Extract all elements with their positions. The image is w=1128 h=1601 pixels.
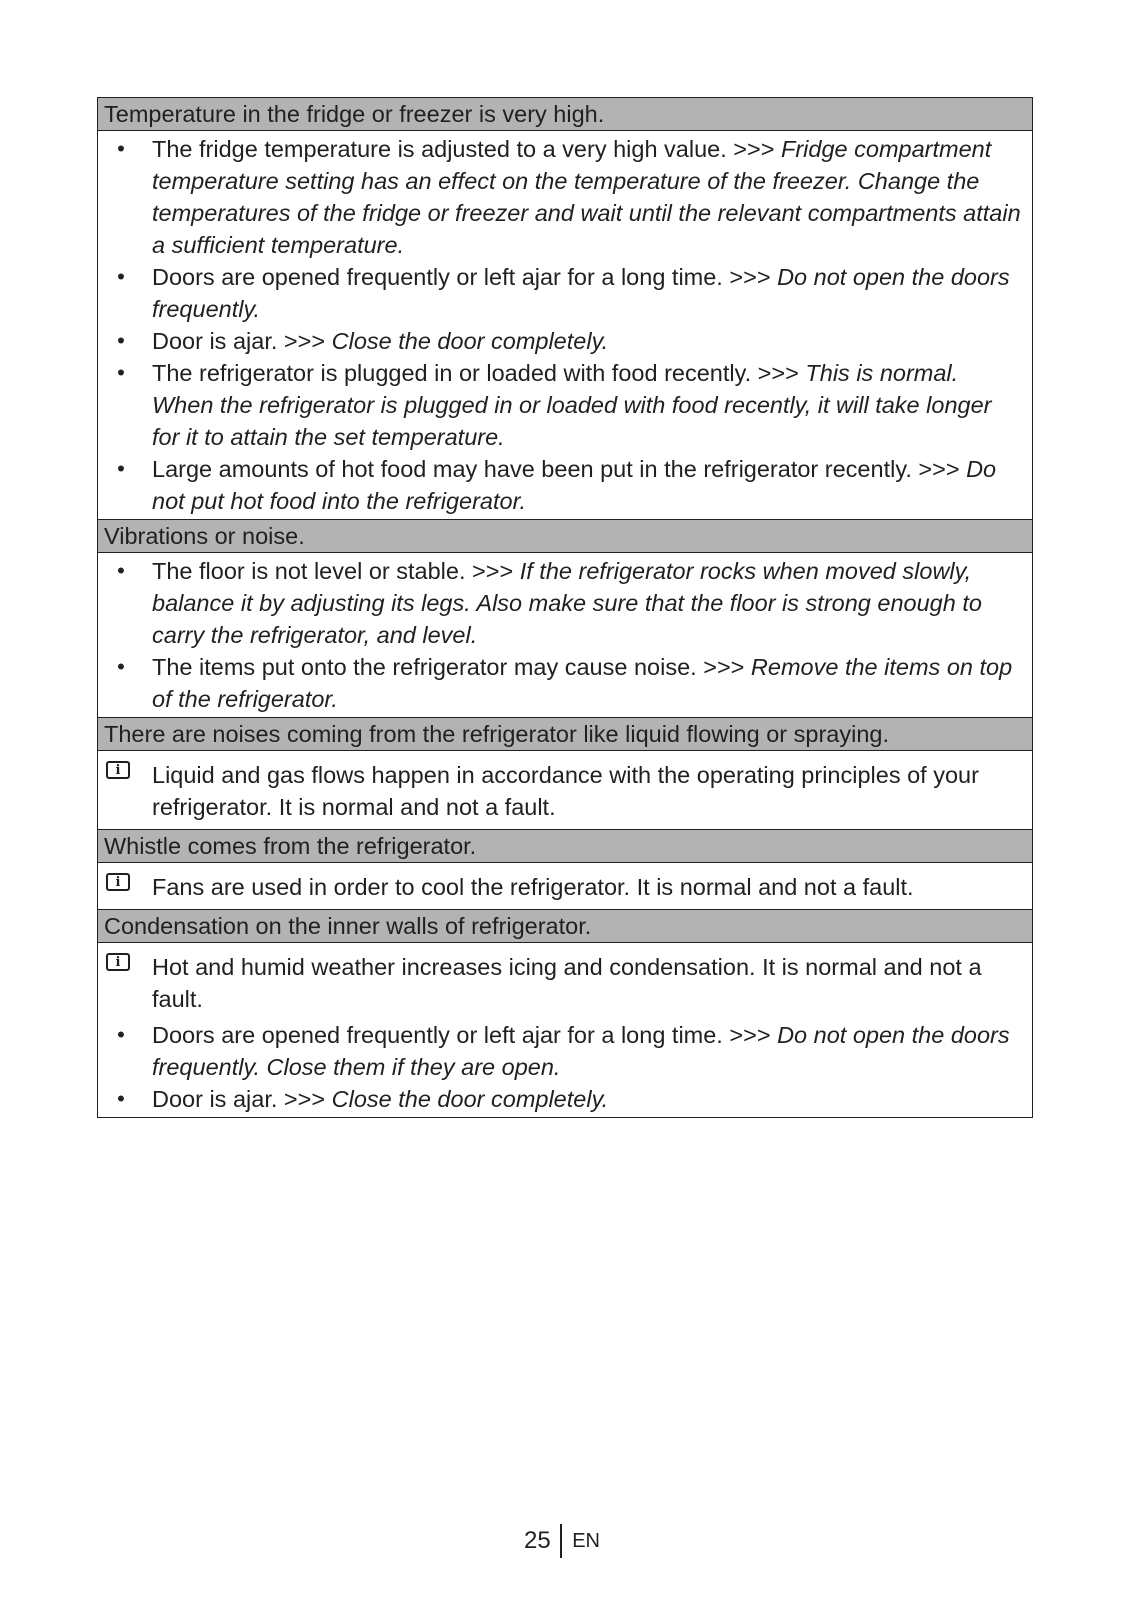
footer-divider [560,1524,563,1558]
cause-text: The fridge temperature is adjusted to a very high value. >>> [152,136,781,162]
note-text: Fans are used in order to cool the refrigerator. It is normal and not a fault. [152,874,914,900]
note-text: Hot and humid weather increases icing and condensation. It is normal and not a fault. [152,954,982,1012]
solution-text: Do not open the doors frequently. [152,264,1010,322]
section-body [98,131,1032,520]
solution-text: This is normal. When the refrigerator is plugged in or loaded with food recently, it will take longer for it to attain the set temperature. [152,360,992,450]
section-header: Condensation on the inner walls of refrigerator. [98,910,1032,943]
cause-text: The floor is not level or stable. >>> [152,558,520,584]
page-footer [524,1524,600,1558]
list-item [98,453,1032,517]
bullet-icon: • [117,264,125,289]
cause-text: Door is ajar. >>> [152,1086,332,1112]
section-body [98,751,1032,830]
cause-text: Doors are opened frequently or left ajar for a long time. >>> [152,1022,778,1048]
section-header: Temperature in the fridge or freezer is very high. [98,98,1032,131]
solution-text: Remove the items on top of the refrigerator. [152,654,1013,712]
solution-text: Close the door completely. [331,328,609,354]
cause-text: Large amounts of hot food may have been put in the refrigerator recently. >>> [152,456,967,482]
list-item [98,357,1032,453]
info-note [98,865,1032,907]
list-item [98,325,1032,357]
list-item [98,133,1032,261]
section-body [98,863,1032,910]
list-item [98,261,1032,325]
info-icon: i [106,761,130,779]
bullet-icon: • [117,136,125,161]
cause-text: The refrigerator is plugged in or loaded with food recently. >>> [152,360,806,386]
page-number: 25 [524,1527,551,1554]
list-item [98,1083,1032,1115]
solution-text: Do not put hot food into the refrigerator. [152,456,997,514]
section-header: There are noises coming from the refrigerator like liquid flowing or spraying. [98,718,1032,751]
solution-text: If the refrigerator rocks when moved slowly, balance it by adjusting its legs. Also make sure that the floor is strong enough to carry the refrigerator, and level. [152,558,982,648]
bullet-icon: • [117,1086,125,1111]
note-text: Liquid and gas flows happen in accordance with the operating principles of your refrigerator. It is normal and not a fault. [152,762,979,820]
bullet-icon: • [117,456,125,481]
bullet-icon: • [117,654,125,679]
info-note [98,945,1032,1019]
bullet-icon: • [117,328,125,353]
cause-text: The items put onto the refrigerator may cause noise. >>> [152,654,751,680]
bullet-icon: • [117,360,125,385]
section-body [98,943,1032,1117]
cause-text: Door is ajar. >>> [152,328,332,354]
bullet-icon: • [117,558,125,583]
solution-text: Close the door completely. [331,1086,609,1112]
info-note [98,753,1032,827]
list-item [98,1019,1032,1083]
solution-text: Fridge compartment temperature setting has an effect on the temperature of the freezer. Change the temperatures of the fridge or freezer and wait until the relevant compartments attain a sufficient temperature. [152,136,1021,258]
solution-text: Do not open the doors frequently. Close them if they are open. [152,1022,1010,1080]
section-header: Whistle comes from the refrigerator. [98,830,1032,863]
language-code: EN [572,1529,600,1552]
info-icon: i [106,873,130,891]
list-item [98,555,1032,651]
bullet-icon: • [117,1022,125,1047]
list-item [98,651,1032,715]
section-body [98,553,1032,718]
cause-text: Doors are opened frequently or left ajar for a long time. >>> [152,264,778,290]
troubleshooting-table [97,97,1033,1118]
section-header: Vibrations or noise. [98,520,1032,553]
info-icon: i [106,953,130,971]
